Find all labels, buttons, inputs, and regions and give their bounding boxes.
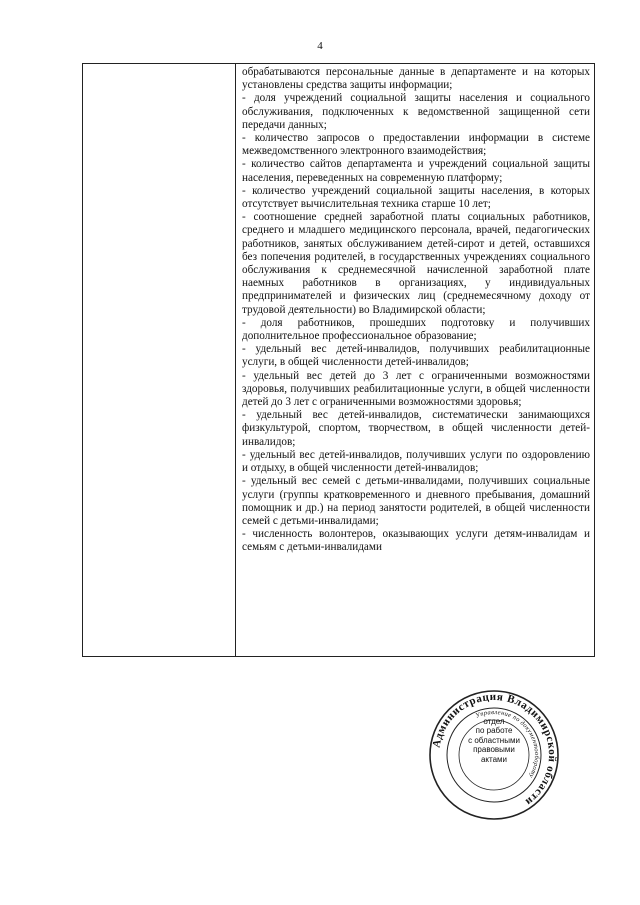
stamp-center-line: правовыми [473,745,515,755]
stamp-inner-text: Управление по документообороту [474,708,541,780]
table-right-cell [236,64,594,656]
list-item: - удельный вес семей с детьми-инвалидами, получивших социальные услуги (группы кратковременного и дневного пребывания, домашний помощник и др.) на период занятости родителей, в общей численности семей с детьми-инвалидами; [242,475,590,527]
stamp-center-line: с областными [468,735,520,745]
list-item: обрабатываются персональные данные в департаменте и на которых установлены средства защиты информации; [242,66,590,92]
list-item: - доля учреждений социальной защиты населения и социального обслуживания, подключенных к ведомственной защищенной сети передачи данных; [242,92,590,131]
list-item: - доля работников, прошедших подготовку и получивших дополнительное профессиональное образование; [242,316,590,343]
list-item: - численность волонтеров, оказывающих услуги детям-инвалидам и семьям с детьми-инвалидами [242,528,590,554]
page-number: 4 [317,40,323,52]
stamp-center-line: актами [480,754,508,764]
stamp-outer-text: Администрация Владимирской области [430,690,559,809]
stamp-center-line: отдел [483,717,505,726]
stamp-center-text [460,717,528,764]
table-left-cell [83,64,236,656]
document-table [82,63,595,657]
list-item: - количество учреждений социальной защиты населения, в которых отсутствует вычислительная техника старше 10 лет; [242,184,590,211]
list-item: - количество запросов о предоставлении информации в системе межведомственного электронного взаимодействия; [242,132,590,158]
list-item: - удельный вес детей-инвалидов, получивших реабилитационные услуги, в общей численности детей-инвалидов; [242,343,590,369]
stamp-center-line: по работе [475,726,513,736]
list-item: - удельный вес детей-инвалидов, систематически занимающихся физкультурой, спортом, творчеством, в общей численности детей-инвалидов; [242,409,590,448]
list-item: - количество сайтов департамента и учреждений социальной защиты населения, переведенных на современную платформу; [242,158,590,184]
list-item: - удельный вес детей-инвалидов, получивших услуги по оздоровлению и отдыху, в общей численности детей-инвалидов; [242,448,590,475]
official-stamp [428,689,560,821]
list-item: - удельный вес детей до 3 лет с ограниченными возможностями здоровья, получивших реабилитационные услуги, в общей численности детей до 3 лет с ограниченными возможностями здоровья; [242,369,590,409]
list-item: - соотношение средней заработной платы социальных работников, среднего и младшего медицинского персонала, врачей, педагогических работников, занятых обслуживанием детей-сирот и детей, оставшихся без попечения родителей, в государственных учреждениях социального обслуживания к среднемесячной начисленной заработной плате наемных работников в организациях, у индивидуальных предпринимателей и физических лиц (среднемесячному доходу от трудовой деятельности) во Владимирской области; [242,211,590,316]
